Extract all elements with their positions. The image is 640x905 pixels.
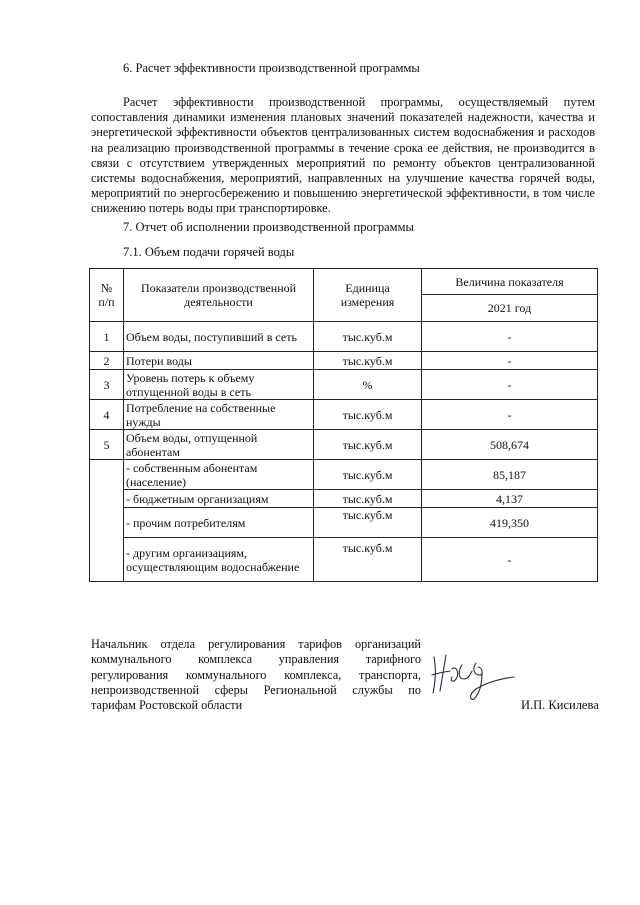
row-value: 419,350: [422, 508, 598, 538]
row-unit: тыс.куб.м: [314, 352, 422, 370]
header-num: № п/п: [90, 269, 124, 322]
signature-line-3: регулирования коммунального комплекса, транспорта,: [91, 667, 421, 682]
header-indicator: Показатели производственной деятельности: [124, 269, 314, 322]
row-value: -: [422, 538, 598, 582]
row-unit: тыс.куб.м: [314, 538, 422, 582]
row-num-empty: [90, 460, 124, 582]
row-indicator: - собственным абонентам (население): [124, 460, 314, 490]
row-indicator: Потребление на собственные нужды: [124, 400, 314, 430]
row-value: 85,187: [422, 460, 598, 490]
table-row: [90, 490, 598, 508]
row-unit: тыс.куб.м: [314, 430, 422, 460]
row-indicator: - прочим потребителям: [124, 508, 314, 538]
row-unit: тыс.куб.м: [314, 322, 422, 352]
row-unit: тыс.куб.м: [314, 400, 422, 430]
section-7-title: 7. Отчет об исполнении производственной программы: [123, 220, 414, 234]
table-row: [90, 370, 598, 400]
header-value: Величина показателя: [422, 269, 598, 295]
row-indicator: Объем воды, отпущенной абонентам: [124, 430, 314, 460]
table-row: [90, 430, 598, 460]
hot-water-supply-table: [89, 268, 598, 582]
row-value: -: [422, 352, 598, 370]
row-value: -: [422, 322, 598, 352]
section-7-1-subtitle: 7.1. Объем подачи горячей воды: [123, 245, 295, 259]
signature-line-2: коммунального комплекса управления тарифного: [91, 652, 421, 667]
row-indicator: - бюджетным организациям: [124, 490, 314, 508]
table-row: [90, 352, 598, 370]
row-num: 1: [90, 322, 124, 352]
signature-line-1: Начальник отдела регулирования тарифов организаций: [91, 637, 421, 651]
signature-line-4: непроизводственной сферы Региональной службы по: [91, 682, 421, 697]
row-num: 3: [90, 370, 124, 400]
section-6-title: 6. Расчет эффективности производственной программы: [123, 61, 420, 75]
row-indicator: - другим организациям, осуществляющим водоснабжение: [124, 538, 314, 582]
table-row: [90, 508, 598, 538]
row-value: 508,674: [422, 430, 598, 460]
row-unit: тыс.куб.м: [314, 508, 422, 538]
table-row: [90, 460, 598, 490]
row-value: -: [422, 370, 598, 400]
row-num: 4: [90, 400, 124, 430]
section-6-paragraph: Расчет эффективности производственной программы, осуществляемый путем сопоставления динамики изменения плановых значений показателей надежности, качества и энергетической эффективности объектов централизованных систем водоснабжения и расходов на реализацию производственной программы в течение срока ее действия, не производится в связи с отсутствием утвержденных мероприятий по ремонту объектов централизованной системы водоснабжения, мероприятий, направленных на улучшение качества горячей воды, мероприятий по энергосбережению и повышению энергетической эффективности, в том числе снижению потерь воды при транспортировке.: [91, 95, 595, 216]
signature-block: [91, 637, 421, 713]
row-num: 5: [90, 430, 124, 460]
table-row: [90, 538, 598, 582]
table-row: [90, 322, 598, 352]
header-unit: Единица измерения: [314, 269, 422, 322]
row-value: 4,137: [422, 490, 598, 508]
signature-line-5: тарифам Ростовской области: [91, 698, 243, 713]
row-indicator: Уровень потерь к объему отпущенной воды в сеть: [124, 370, 314, 400]
row-unit: тыс.куб.м: [314, 490, 422, 508]
header-year: 2021 год: [422, 295, 598, 322]
table-row: [90, 400, 598, 430]
signatory-name: И.П. Кисилева: [521, 698, 599, 712]
row-num: 2: [90, 352, 124, 370]
row-indicator: Потери воды: [124, 352, 314, 370]
row-value: -: [422, 400, 598, 430]
handwritten-signature-icon: [426, 643, 518, 703]
row-unit: тыс.куб.м: [314, 460, 422, 490]
row-unit: %: [314, 370, 422, 400]
row-indicator: Объем воды, поступивший в сеть: [124, 322, 314, 352]
